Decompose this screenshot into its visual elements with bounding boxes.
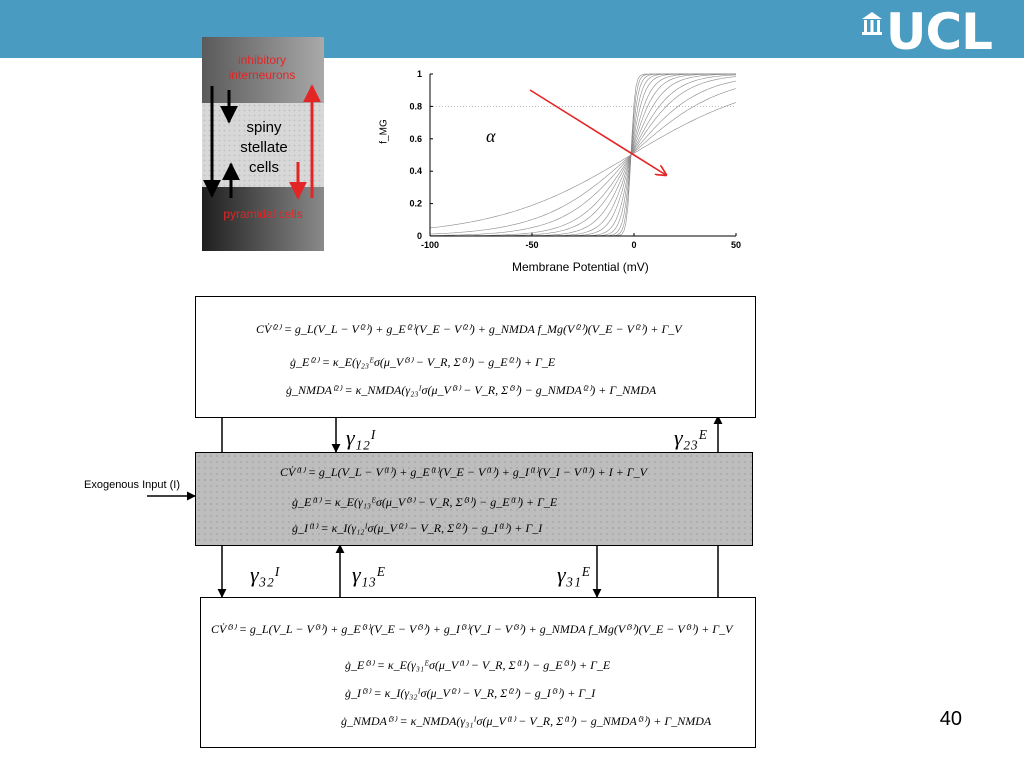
exogenous-input-label: Exogenous Input (I) — [84, 479, 181, 491]
inhibitory-interneurons-label: inhibitory interneurons — [228, 53, 296, 82]
y-tick-label: 0.6 — [409, 133, 422, 144]
pyramidal-cells-label: pyramidal cells — [223, 207, 303, 221]
y-tick-label: 0.2 — [409, 198, 422, 209]
x-tick-label: -50 — [525, 240, 539, 250]
y-tick-label: 0.8 — [409, 101, 422, 112]
label-gamma-32I: γ₃₂ᴵ — [250, 562, 280, 587]
eq-bot-gE: ġ_E⁽³⁾ = κ_E(γ₃₁ᴱσ(μ_V⁽¹⁾ − V_R, Σ⁽¹⁾) − g_E⁽³⁾) + Γ_E — [345, 658, 611, 672]
y-tick-label: 0.4 — [409, 166, 422, 177]
y-tick-label: 1 — [416, 69, 422, 79]
chart-annotation-alpha: α — [486, 126, 496, 146]
eq-mid-voltage: CV̇⁽¹⁾ = g_L(V_L − V⁽¹⁾) + g_E⁽¹⁾(V_E − V⁽¹⁾) + g_I⁽¹⁾(V_I − V⁽¹⁾) + I + Γ_V — [280, 465, 647, 479]
eq-mid-gE: ġ_E⁽¹⁾ = κ_E(γ₁₃ᴱσ(μ_V⁽³⁾ − V_R, Σ⁽³⁾) − g_E⁽¹⁾) + Γ_E — [292, 495, 558, 509]
eq-top-gNMDA: ġ_NMDA⁽²⁾ = κ_NMDA(γ₂₃ᴵσ(μ_V⁽³⁾ − V_R, Σ⁽³⁾) − g_NMDA⁽²⁾) + Γ_NMDA — [286, 383, 657, 397]
x-tick-label: -100 — [420, 240, 440, 250]
eq-bot-gNMDA: ġ_NMDA⁽³⁾ = κ_NMDA(γ₃₁ᴵσ(μ_V⁽¹⁾ − V_R, Σ⁽¹⁾) − g_NMDA⁽³⁾) + Γ_NMDA — [341, 714, 712, 728]
eq-bot-voltage: CV̇⁽³⁾ = g_L(V_L − V⁽³⁾) + g_E⁽³⁾(V_E − V⁽³⁾) + g_I⁽³⁾(V_I − V⁽³⁾) + g_NMDA f_Mg(V⁽³⁾)(V_E − V⁽³⁾) + Γ_V — [211, 622, 733, 636]
ucl-logo-text: UCL — [885, 3, 992, 61]
equation-box-layer1 — [195, 452, 753, 546]
spiny-stellate-label: spiny stellate cells — [240, 119, 288, 176]
chart-xlabel: Membrane Potential (mV) — [512, 260, 649, 274]
chart-ylabel: f_MG — [378, 119, 390, 144]
label-gamma-12I: γ₁₂ᴵ — [346, 425, 376, 450]
label-gamma-23E: γ₂₃ᴱ — [674, 425, 707, 450]
y-tick-label: 0 — [416, 231, 422, 241]
page-number: 40 — [939, 708, 962, 730]
equation-box-layer2 — [195, 296, 756, 418]
eq-bot-gI: ġ_I⁽³⁾ = κ_I(γ₃₂ᴵσ(μ_V⁽²⁾ − V_R, Σ⁽²⁾) − g_I⁽³⁾) + Γ_I — [345, 686, 596, 700]
eq-top-gE: ġ_E⁽²⁾ = κ_E(γ₂₃ᴱσ(μ_V⁽³⁾ − V_R, Σ⁽³⁾) − g_E⁽²⁾) + Γ_E — [290, 355, 556, 369]
equation-box-layer3 — [200, 597, 756, 748]
x-tick-label: 0 — [631, 240, 637, 250]
label-gamma-13E: γ₁₃ᴱ — [352, 562, 385, 587]
label-gamma-31E: γ₃₁ᴱ — [557, 562, 590, 587]
x-tick-label: 50 — [730, 240, 742, 250]
eq-mid-gI: ġ_I⁽¹⁾ = κ_I(γ₁₂ᴵσ(μ_V⁽²⁾ − V_R, Σ⁽²⁾) − g_I⁽¹⁾) + Γ_I — [292, 521, 543, 535]
eq-top-voltage: CV̇⁽²⁾ = g_L(V_L − V⁽²⁾) + g_E⁽²⁾(V_E − V⁽²⁾) + g_NMDA f_Mg(V⁽²⁾)(V_E − V⁽²⁾) + Γ_V — [256, 322, 682, 336]
